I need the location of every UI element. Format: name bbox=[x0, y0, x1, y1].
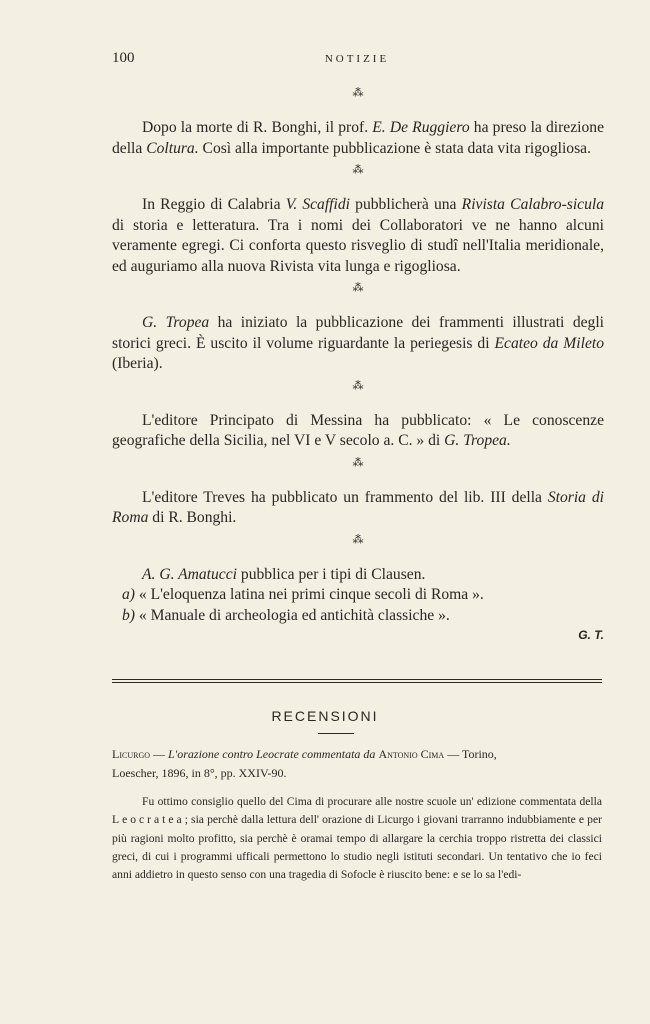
running-title: NOTIZIE bbox=[324, 53, 390, 65]
list-item: a) « L'eloquenza latina nei primi cinque secoli di Roma ». bbox=[122, 586, 484, 603]
divider bbox=[112, 682, 602, 683]
asterism: ⁂ bbox=[352, 282, 364, 294]
asterism: ⁂ bbox=[352, 456, 364, 469]
asterism: ⁂ bbox=[352, 87, 364, 99]
asterism: ⁂ bbox=[352, 379, 364, 392]
list-item: b) « Manuale di archeologia ed antichità classiche ». bbox=[122, 606, 450, 624]
note-paragraph: L'editore Treves ha pubblicato un frammento del lib. III della Storia di Roma di R. Bonghi. bbox=[112, 488, 604, 526]
divider bbox=[112, 679, 602, 680]
running-header bbox=[112, 50, 602, 72]
notes-section bbox=[112, 88, 604, 642]
asterism: ⁂ bbox=[352, 164, 364, 176]
review-reference: Licurgo — L'orazione contro Leocrate commentata da Antonio Cima — Torino, Loescher, 1896, in 8°, pp. XXIV-90. bbox=[112, 747, 497, 780]
signature: G. T. bbox=[578, 628, 604, 642]
review bbox=[112, 745, 602, 884]
review-text: Fu ottimo consiglio quello del Cima di procurare alle nostre scuole un' edizione commentata della Leocratea; sia perchè dalla lettura dell' orazione di Licurgo i giovani trarranno indubbiamente e per più ragioni molto profitto, sia perchè è oramai tempo di allargare la cerchia troppo ristretta dei classici greci, di cui i programmi ufficali permettono lo studio negli istituti secondari. Un tentativo che io feci anni addietro in questo senso con una tragedia di Sofocle è riuscito bene: e se lo sa l'edi- bbox=[112, 795, 602, 882]
page-number: 100 bbox=[112, 50, 135, 66]
note-paragraph: L'editore Principato di Messina ha pubblicato: « Le conoscenze geografiche della Sicilia, nel VI e V secolo a. C. » di G. Tropea. bbox=[112, 411, 604, 449]
asterism: ⁂ bbox=[352, 533, 364, 546]
note-paragraph: A. G. Amatucci pubblica per i tipi di Clausen. bbox=[142, 565, 426, 583]
note-paragraph: Dopo la morte di R. Bonghi, il prof. E. De Ruggiero ha preso la direzione della Coltura. Così alla importante pubblicazione è stata data vita rigogliosa. bbox=[112, 119, 604, 157]
section-title: RECENSIONI bbox=[271, 708, 379, 724]
section-title-rule bbox=[318, 733, 354, 734]
note-paragraph: G. Tropea ha iniziato la pubblicazione dei frammenti illustrati degli storici greci. È uscito il volume riguardante la periegesis di Ecateo da Mileto (Iberia). bbox=[112, 314, 604, 372]
note-paragraph: In Reggio di Calabria V. Scaffidi pubblicherà una Rivista Calabro-sicula di storia e letteratura. Tra i nomi dei Collaboratori ve ne hanno alcuni veramente egregi. Ci conforta questo risveglio di studî nell'Italia meridionale, ed auguriamo alla nuova Rivista vita lunga e rigogliosa. bbox=[112, 196, 605, 275]
